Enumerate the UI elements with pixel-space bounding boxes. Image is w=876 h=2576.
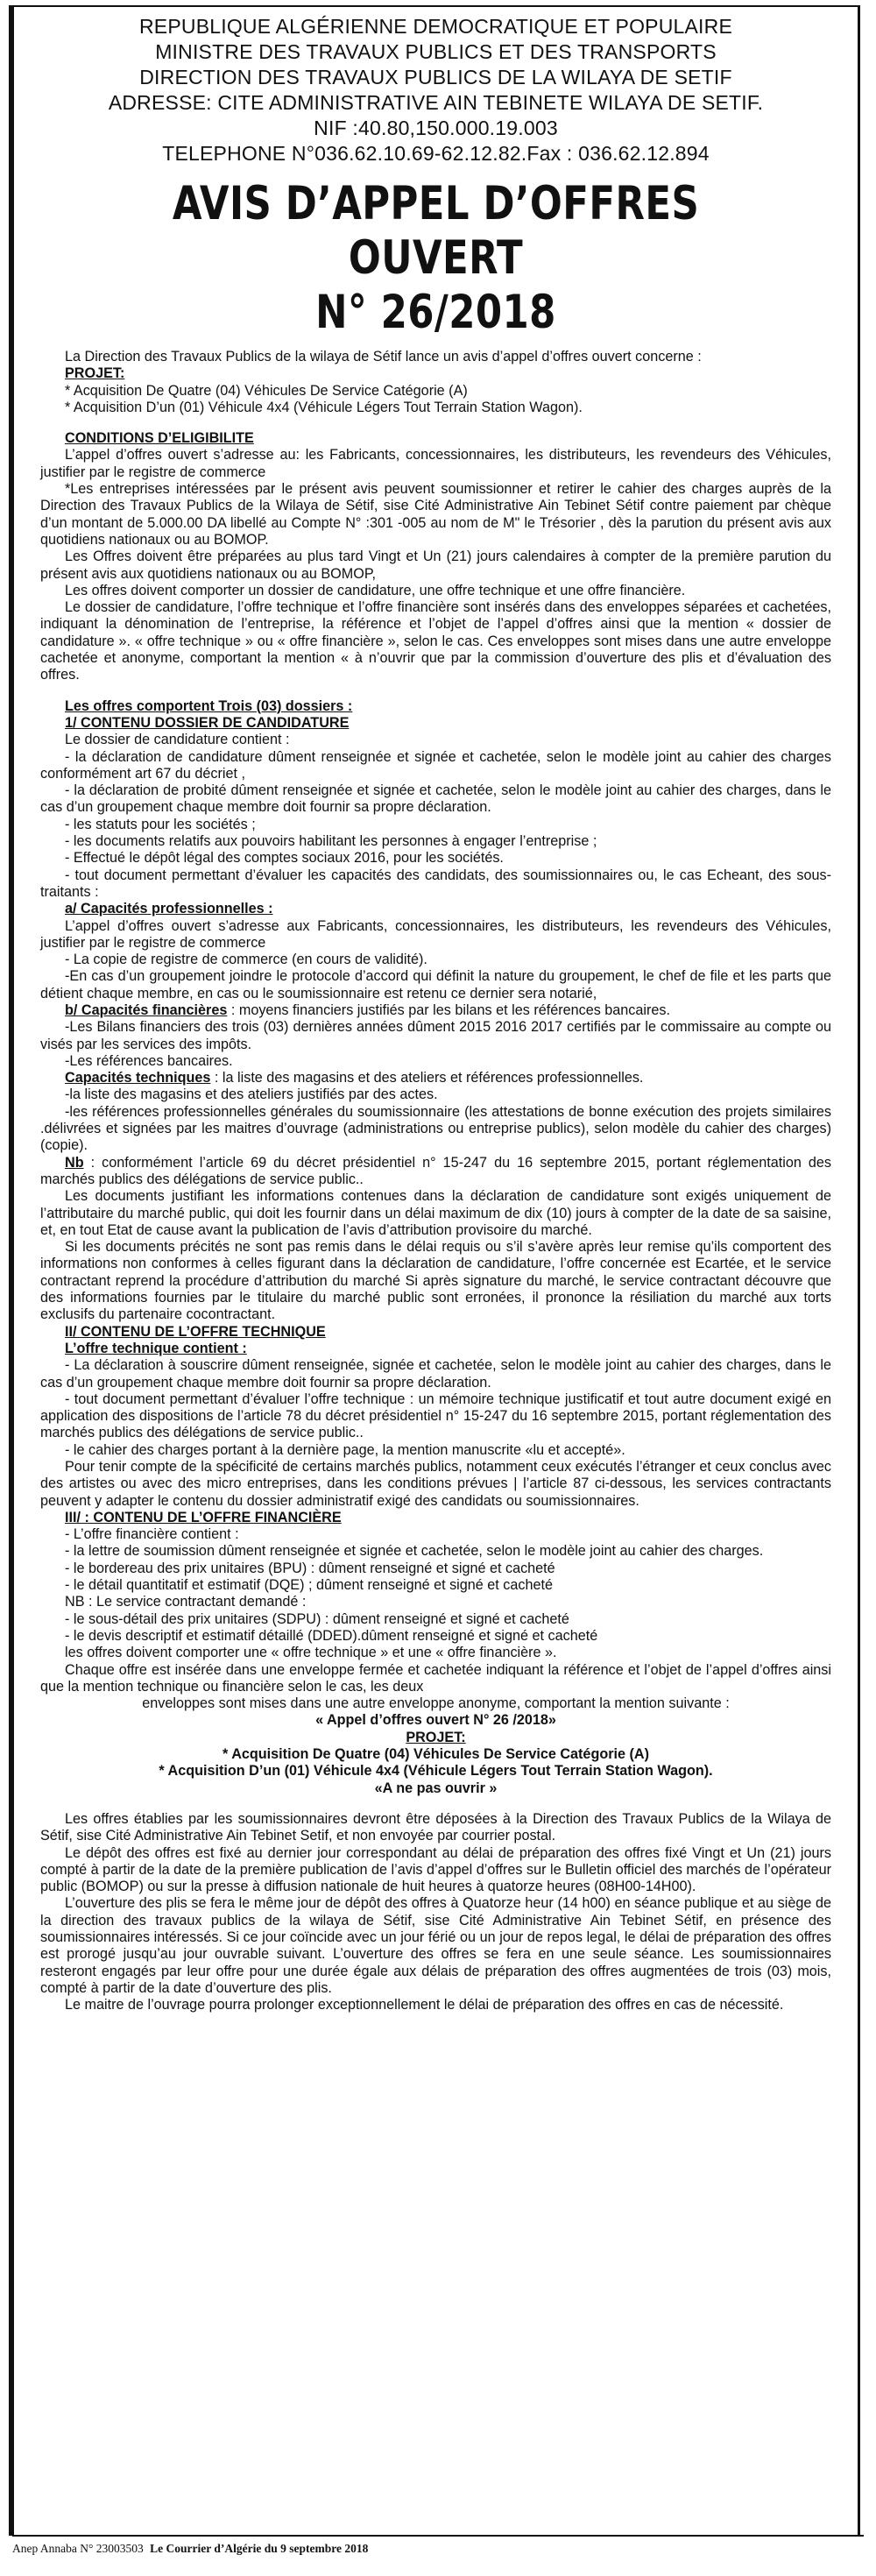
eligibility-section <box>40 430 831 683</box>
nb-label: Nb <box>65 1154 84 1171</box>
dossiers-heading: Les offres comportent Trois (03) dossiers : <box>65 697 353 714</box>
capacites-techniques-item: -la liste des magasins et des ateliers justifiés par des actes. <box>65 1086 438 1103</box>
eligibility-paragraph: *Les entreprises intéressées par le présent avis peuvent soumissionner et retirer le cahier des charges auprès de la Direction des Travaux Publics de la Wilaya de Sétif, sise Cité Administrative Ain Tebinet Sétif contre paiement par chèque d’un montant de 5.000.00 DA libellé au Compte N° :301 -005 au nom de M" le Trésorier , dès la parution du présent avis aux quotidiens nationaux ou au BOMOP. <box>40 481 831 548</box>
candidature-item: - tout document permettant d’évaluer les capacités des candidats, des soumissionnaires ou, le cas Echeant, des sous-traitants : <box>40 867 831 900</box>
closing-paragraph: Le maitre de l’ouvrage pourra prolonger exceptionnellement le délai de préparation des offres en cas de nécessité. <box>65 1997 784 2013</box>
envelope-projet-heading: PROJET: <box>406 1729 466 1745</box>
eligibility-paragraph: Les offres doivent comporter un dossier de candidature, une offre technique et une offre financière. <box>65 582 686 598</box>
capacites-techniques-heading: Capacités techniques <box>65 1070 211 1086</box>
dossiers-section <box>40 698 831 1324</box>
offre-financiere-item: - le détail quantitatif et estimatif (DQE) ; dûment renseigné et signé et cacheté <box>65 1577 553 1594</box>
offre-technique-paragraph: Pour tenir compte de la spécificité de certains marchés publics, notamment ceux exécutés l’étranger et ceux conclus avec des artistes ou avec des micro entreprises, dans les conditions prévues | l’article 87 ci-dessous, les services contractants peuvent y adapter le contenu du dossier administratif exigé des candidats ou soumissionnaires. <box>40 1459 831 1509</box>
offre-financiere-item: les offres doivent comporter une « offre technique » et une « offre financière ». <box>65 1645 557 1661</box>
capacites-professionnelles-heading: a/ Capacités professionnelles : <box>65 901 273 917</box>
offre-technique-item: - La déclaration à souscrire dûment renseignée, signée et cachetée, selon le modèle joint au cahier des charges, dans le cas d’un groupement chaque membre doit fournir sa propre déclaration. <box>40 1357 831 1391</box>
intro-paragraph: La Direction des Travaux Publics de la wilaya de Sétif lance un avis d’appel d’offres ouvert concerne : <box>65 349 702 364</box>
capacites-professionnelles-item: -En cas d’un groupement joindre le protocole d’accord qui définit la nature du groupement, le chef de file et les parts que détient chaque membre, en cas ou le soumissionnaire est retenu ce dernier sera notarié, <box>40 968 831 1001</box>
closing-section <box>40 1811 831 2014</box>
offre-financiere-item: - L’offre financière contient : <box>65 1526 239 1543</box>
footer-ref: Anep Annaba N° 23003503 <box>12 2542 144 2555</box>
notice-title <box>111 177 759 340</box>
capacites-financieres-item: -Les références bancaires. <box>65 1052 233 1069</box>
offre-financiere-paragraph-2: enveloppes sont mises dans une autre enveloppe anonyme, comportant la mention suivante : <box>142 1695 730 1712</box>
envelope-projet-item: * Acquisition De Quatre (04) Véhicules De Service Catégorie (A) <box>223 1746 649 1763</box>
offre-financiere-item: - le bordereau des prix unitaires (BPU) : dûment renseigné et signé et cacheté <box>65 1560 555 1576</box>
candidature-item: - les documents relatifs aux pouvoirs habilitant les personnes à engager l’entreprise ; <box>65 833 597 850</box>
envelope-projet-item: * Acquisition D’un (01) Véhicule 4x4 (Véhicule Légers Tout Terrain Station Wagon). <box>159 1763 713 1780</box>
nb-line <box>40 1155 831 1189</box>
projet-heading: PROJET: <box>65 365 125 382</box>
eligibility-paragraph: L’appel d’offres ouvert s’adresse au: les Fabricants, concessionnaires, les distributeurs, les revendeurs des Véhicules, justifier par le registre de commerce <box>40 447 831 480</box>
candidature-item: - les statuts pour les sociétés ; <box>65 816 256 832</box>
capacites-techniques-line <box>40 1070 831 1086</box>
header-line-address: ADRESSE: CITE ADMINISTRATIVE AIN TEBINETE WILAYA DE SETIF. <box>108 91 764 114</box>
offre-technique-item: - tout document permettant d’évaluer l’offre technique : un mémoire technique justificatif et tout autre document exigé en application des dispositions de l’article 78 du décret présidentiel n° 15-247 du 16 septembre 2015, portant réglementation des marchés publics des délégations de service public.. <box>40 1391 831 1441</box>
footer-publication: Le Courrier d’Algérie du 9 septembre 2018 <box>150 2542 369 2555</box>
envelope-mention <box>40 1712 831 1796</box>
notice-page <box>9 5 860 2536</box>
issuer-header <box>40 14 831 166</box>
closing-paragraph: Le dépôt des offres est fixé au dernier jour correspondant au délai de préparation des offres fixé Vingt et Un (21) jours compté à partir de la date de la première publication de l’avis d’appel d’offres sur le Bulletin officiel des marchés de l’opérateur public (BOMOP) ou sur la presse à diffusion nationale de huit heures à quatorze heures (08H00-14H00). <box>40 1844 831 1895</box>
envelope-mention-title: « Appel d’offres ouvert N° 26 /2018» <box>315 1712 556 1729</box>
capacites-financieres-line <box>40 1002 831 1019</box>
offre-financiere-paragraph: Chaque offre est insérée dans une enveloppe fermée et cachetée indiquant la référence et l’objet de l’appel d’offres ainsi que la mention technique ou financière selon le cas, les deux <box>40 1661 831 1695</box>
offre-technique-heading: II/ CONTENU DE L’OFFRE TECHNIQUE <box>65 1323 326 1340</box>
offre-financiere-heading: III/ : CONTENU DE L’OFFRE FINANCIÈRE <box>65 1509 342 1525</box>
offre-financiere-section <box>40 1510 831 1713</box>
candidature-item: - Effectué le dépôt légal des comptes sociaux 2016, pour les sociétés. <box>65 850 504 867</box>
envelope-do-not-open: «A ne pas ouvrir » <box>374 1780 498 1796</box>
closing-paragraph: L’ouverture des plis se fera le même jour de dépôt des offres à Quatorze heur (14 h00) en séance publique et au siège de la direction des travaux publics de la wilaya de Sétif, sise Cité Administrative Ain Tebinet Sétif, en présence des soumissionnaires intéressés. Si ce jour coïncide avec un jour férié ou un jour de repos legal, le délai de préparation des offres est prorogé jusqu’au jour ouvrable suivant. L’ouverture des offres se fera en une seule séance. Les soumissionnaires resteront engagés par leur offre pour une durée égale aux délais de préparation des offres augmentées de trois (03) mois, compté à partir de la date d’ouverture des plis. <box>40 1895 831 1996</box>
projet-item: * Acquisition De Quatre (04) Véhicules De Service Catégorie (A) <box>65 382 468 399</box>
closing-paragraph: Les offres établies par les soumissionnaires devront être déposées à la Direction des Travaux Publics de la Wilaya de Sétif, sise Cité Administrative Ain Tebinet Setif, et non envoyée par courrier postal. <box>40 1810 831 1844</box>
capacites-professionnelles-item: - La copie de registre de commerce (en cours de validité). <box>65 952 427 968</box>
dossiers-paragraph: Si les documents précités ne sont pas remis dans le délai requis ou s’il s’avère après leur remise qu’ils comportent des informations non conformes à celles figurant dans la déclaration de candidature, l’offre concernée est Ecartée, et le service contractant reprend la procédure d’attribution du marché Si après signature du marché, le service contractant découvre que des informations fournies par le titulaire du marché public sont erronées, il prononce la résiliation du marché aux torts exclusifs du partenaire cocontractant. <box>40 1239 831 1323</box>
title-line-1: AVIS D’APPEL D’OFFRES OUVERT <box>172 177 700 285</box>
offre-financiere-item: - le devis descriptif et estimatif détaillé (DDED).dûment renseigné et signé et cacheté <box>65 1627 598 1644</box>
capacites-professionnelles-item: L’appel d’offres ouvert s’adresse aux Fabricants, concessionnaires, les distributeurs, les revendeurs des Véhicules, justifier par le registre de commerce <box>40 917 831 951</box>
capacites-financieres-item: -Les Bilans financiers des trois (03) dernières années dûment 2015 2016 2017 certifiés par le commissaire au compte ou visés par les services des impôts. <box>40 1019 831 1052</box>
offre-technique-section <box>40 1324 831 1510</box>
header-line-ministry: MINISTRE DES TRAVAUX PUBLICS ET DES TRANSPORTS <box>155 40 717 63</box>
publication-footer <box>12 2535 864 2556</box>
title-line-2: N° 26/2018 <box>315 286 556 339</box>
candidature-heading: 1/ CONTENU DOSSIER DE CANDIDATURE <box>65 714 350 731</box>
projet-item: * Acquisition D’un (01) Véhicule 4x4 (Véhicule Légers Tout Terrain Station Wagon). <box>65 399 583 415</box>
eligibility-paragraph: Le dossier de candidature, l’offre technique et l’offre financière sont insérés dans des enveloppes séparées et cachetées, indiquant la dénomination de l’entreprise, la référence et l’objet de l’appel d’offres ainsi que la mention « dossier de candidature ». « offre technique » ou « offre financière », selon le cas. Ces enveloppes sont mises dans une autre enveloppe cachetée et anonyme, comportant la mention « à n’ouvrir que par la commission d’ouverture des plis et d’évaluation des offres. <box>40 599 831 683</box>
candidature-item: - la déclaration de probité dûment renseignée et signée et cachetée, selon le modèle joint au cahier des charges, dans le cas d’un groupement chaque membre doit fournir sa propre déclaration. <box>40 782 831 816</box>
capacites-financieres-text: : moyens financiers justifiés par les bilans et les références bancaires. <box>227 1001 670 1018</box>
notice-body <box>40 349 831 2014</box>
header-line-direction: DIRECTION DES TRAVAUX PUBLICS DE LA WILAYA DE SETIF <box>139 66 732 88</box>
eligibility-paragraph: Les Offres doivent être préparées au plus tard Vingt et Un (21) jours calendaires à compter de la première parution du présent avis aux quotidiens nationaux ou au BOMOP, <box>40 548 831 582</box>
capacites-techniques-text: : la liste des magasins et des ateliers et références professionnelles. <box>210 1070 644 1086</box>
candidature-item: - la déclaration de candidature dûment renseignée et signée et cachetée, selon le modèle joint au cahier des charges conformément art 67 du décriet , <box>40 748 831 782</box>
offre-financiere-item: NB : Le service contractant demandé : <box>65 1594 307 1610</box>
capacites-financieres-heading: b/ Capacités financières <box>65 1001 228 1018</box>
offre-technique-subheading: L’offre technique contient : <box>65 1340 247 1356</box>
header-line-nif: NIF :40.80,150.000.19.003 <box>314 117 558 139</box>
offre-financiere-item: - le sous-détail des prix unitaires (SDPU) : dûment renseigné et signé et cacheté <box>65 1610 569 1627</box>
dossiers-paragraph: Les documents justifiant les informations contenues dans la déclaration de candidature sont exigés uniquement de l’attributaire du marché public, qui doit les fournir dans un délai maximum de dix (10) jours à compter de la date de sa saisine, et, en tout Etat de cause avant la publication de l’avis d’attribution provisoire du marché. <box>40 1188 831 1238</box>
nb-text: : conformément l’article 69 du décret présidentiel n° 15-247 du 16 septembre 2015, portant réglementation des marchés publics des délégations de service public.. <box>40 1154 831 1187</box>
candidature-lead: Le dossier de candidature contient : <box>65 732 290 748</box>
header-line-republic: REPUBLIQUE ALGÉRIENNE DEMOCRATIQUE ET POPULAIRE <box>139 15 732 38</box>
offre-technique-item: - le cahier des charges portant à la dernière page, la mention manuscrite «lu et accepté». <box>65 1441 625 1458</box>
capacites-techniques-item: -les références professionnelles générales du soumissionnaire (les attestations de bonne exécution des projets similaires .délivrées et signées par les maitres d’ouvrage (administrations ou entreprise publics), selon modèle du cahier des charges) (copie). <box>40 1103 831 1154</box>
header-line-telephone: TELEPHONE N°036.62.10.69-62.12.82.Fax : 036.62.12.894 <box>162 142 710 165</box>
eligibility-heading: CONDITIONS D’ELIGIBILITE <box>65 430 254 447</box>
offre-financiere-item: - la lettre de soumission dûment renseignée et signée et cachetée, selon le modèle joint au cahier des charges. <box>65 1543 764 1560</box>
